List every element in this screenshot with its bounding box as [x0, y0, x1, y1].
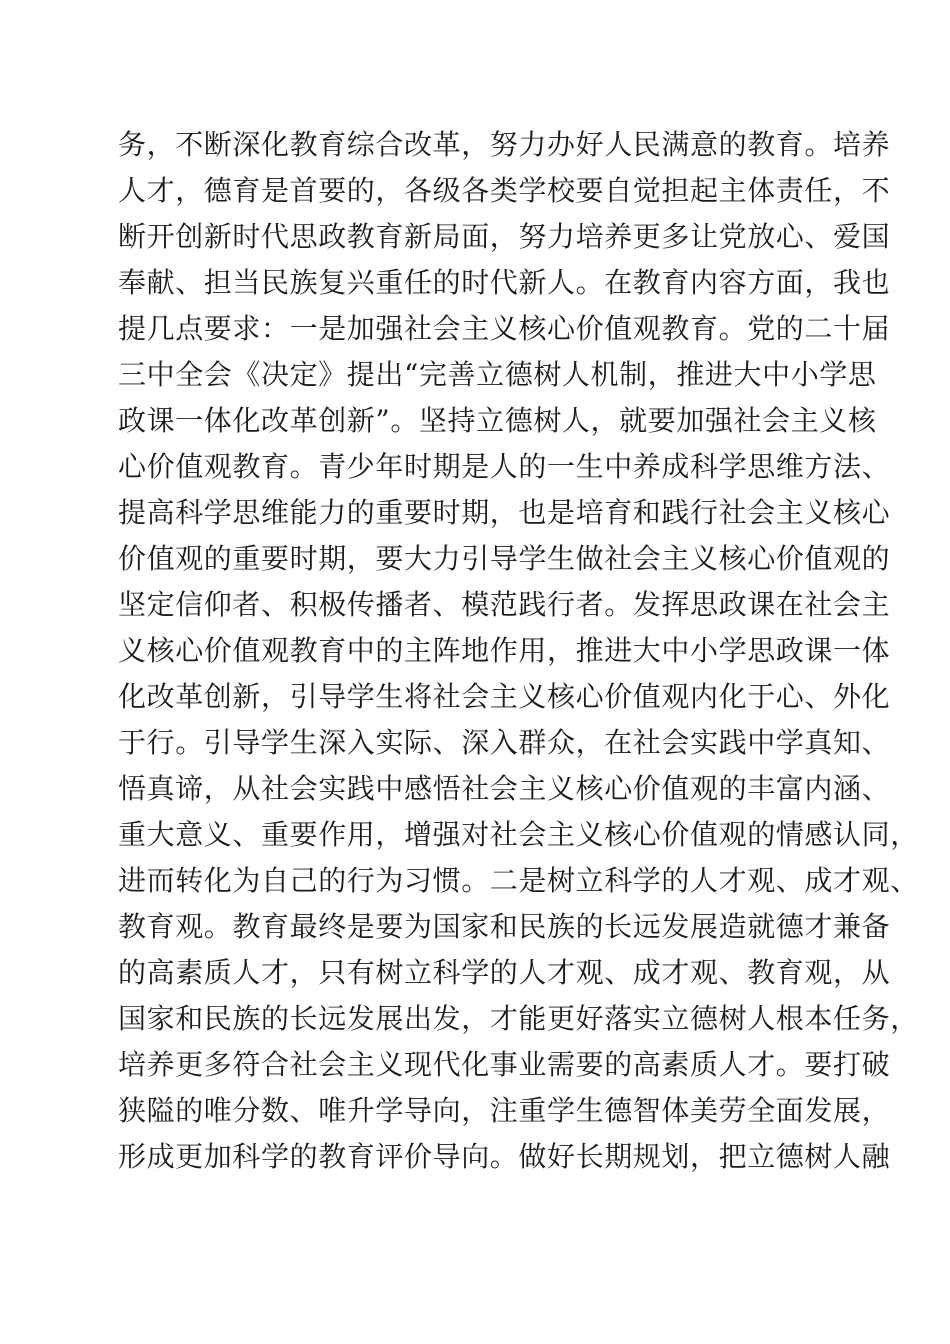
- text-line: 三中全会《决定》提出“完善立德树人机制，推进大中小学思: [118, 358, 877, 391]
- text-line: 进而转化为自己的行为习惯。二是树立科学的人才观、成才观、: [118, 864, 919, 897]
- text-line: 形成更加科学的教育评价导向。做好长期规划，把立德树人融: [118, 1140, 891, 1173]
- text-line: 重大意义、重要作用，增强对社会主义核心价值观的情感认同，: [118, 818, 919, 851]
- text-line: 义核心价值观教育中的主阵地作用，推进大中小学思政课一体: [118, 634, 891, 667]
- text-line: 心价值观教育。青少年时期是人的一生中养成科学思维方法、: [118, 450, 891, 483]
- text-line: 培养更多符合社会主义现代化事业需要的高素质人才。要打破: [118, 1048, 891, 1081]
- text-line: 务，不断深化教育综合改革，努力办好人民满意的教育。培养: [118, 128, 891, 161]
- text-line: 断开创新时代思政教育新局面，努力培养更多让党放心、爱国: [118, 220, 891, 253]
- text-line: 提高科学思维能力的重要时期，也是培育和践行社会主义核心: [118, 496, 891, 529]
- text-line: 悟真谛，从社会实践中感悟社会主义核心价值观的丰富内涵、: [118, 772, 891, 805]
- body-text: [118, 122, 919, 1180]
- text-line: 价值观的重要时期，要大力引导学生做社会主义核心价值观的: [118, 542, 891, 575]
- text-line: 于行。引导学生深入实际、深入群众，在社会实践中学真知、: [118, 726, 891, 759]
- text-line: 狭隘的唯分数、唯升学导向，注重学生德智体美劳全面发展，: [118, 1094, 891, 1127]
- text-line: 提几点要求：一是加强社会主义核心价值观教育。党的二十届: [118, 312, 891, 345]
- text-line: 政课一体化改革创新”。坚持立德树人，就要加强社会主义核: [118, 404, 877, 437]
- text-line: 坚定信仰者、积极传播者、模范践行者。发挥思政课在社会主: [118, 588, 891, 621]
- text-line: 国家和民族的长远发展出发，才能更好落实立德树人根本任务，: [118, 1002, 919, 1035]
- text-line: 的高素质人才，只有树立科学的人才观、成才观、教育观，从: [118, 956, 891, 989]
- text-line: 化改革创新，引导学生将社会主义核心价值观内化于心、外化: [118, 680, 891, 713]
- text-line: 奉献、担当民族复兴重任的时代新人。在教育内容方面，我也: [118, 266, 891, 299]
- text-line: 人才，德育是首要的，各级各类学校要自觉担起主体责任，不: [118, 174, 891, 207]
- text-line: 教育观。教育最终是要为国家和民族的长远发展造就德才兼备: [118, 910, 891, 943]
